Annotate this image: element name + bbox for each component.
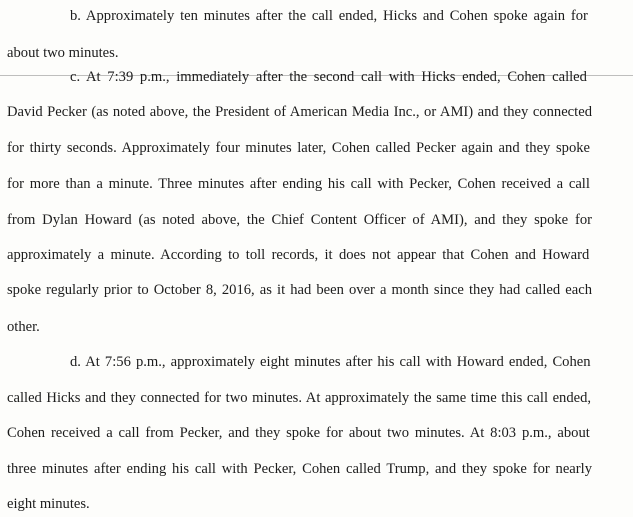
paragraph-d-line-5: eight minutes.: [7, 496, 90, 512]
paragraph-c-line-4: for more than a minute. Three minutes after ending his call with Pecker, Cohen received a call: [7, 176, 590, 192]
paragraph-c-line-5: from Dylan Howard (as noted above, the Chief Content Officer of AMI), and they spoke for: [7, 212, 592, 228]
paragraph-d-line-2: called Hicks and they connected for two minutes. At approximately the same time this call ended,: [7, 390, 592, 406]
paragraph-b-line-1: b. Approximately ten minutes after the call ended, Hicks and Cohen spoke again for: [70, 8, 588, 24]
paragraph-b-line-2: about two minutes.: [7, 45, 119, 61]
paragraph-c-line-1: c. At 7:39 p.m., immediately after the second call with Hicks ended, Cohen called: [70, 69, 587, 85]
paragraph-c-line-6: approximately a minute. According to toll records, it does not appear that Cohen and Howard: [7, 247, 590, 263]
paragraph-d-line-1: d. At 7:56 p.m., approximately eight minutes after his call with Howard ended, Cohen: [70, 354, 591, 370]
paragraph-c-line-3: for thirty seconds. Approximately four minutes later, Cohen called Pecker again and they spoke: [7, 140, 591, 156]
paragraph-d-line-3: Cohen received a call from Pecker, and they spoke for about two minutes. At 8:03 p.m., about: [7, 425, 590, 441]
paragraph-d-line-4: three minutes after ending his call with Pecker, Cohen called Trump, and they spoke for nearly: [7, 461, 592, 477]
paragraph-c-line-7: spoke regularly prior to October 8, 2016, as it had been over a month since they had called each: [7, 282, 592, 298]
paragraph-c-line-2: David Pecker (as noted above, the President of American Media Inc., or AMI) and they connected: [7, 104, 592, 120]
paragraph-c-line-8: other.: [7, 319, 40, 335]
